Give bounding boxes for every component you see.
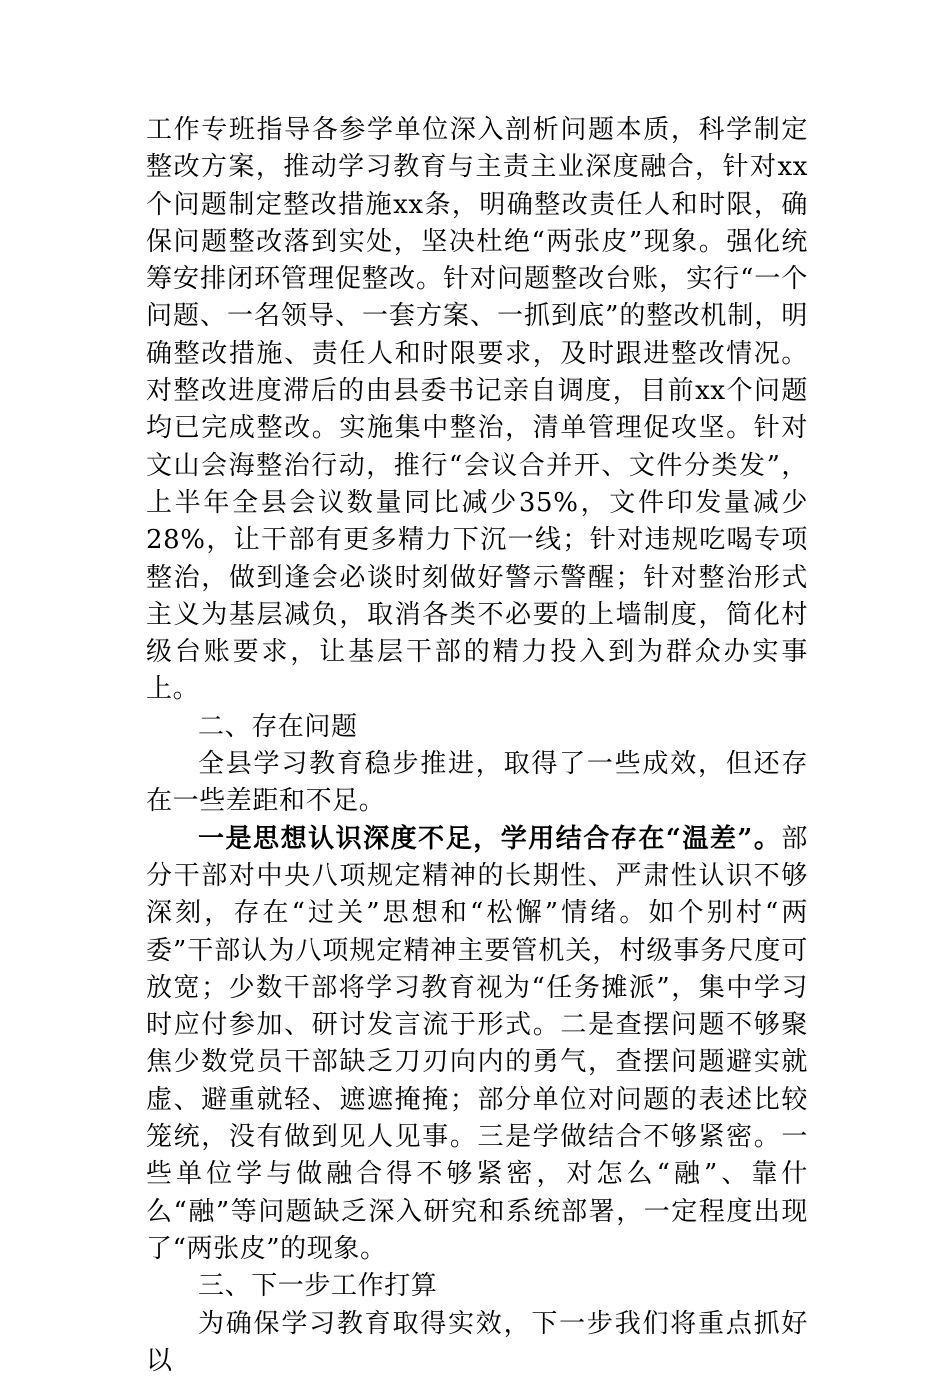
- paragraph-text: 部分干部对中央八项规定精神的长期性、严肃性认识不够深刻，存在“过关”思想和“松懈”情绪。如个别村“两委”干部认为八项规定精神主要管机关，村级事务尺度可放宽；少数干部将学习教育视为“任务摊派”，集中学习时应付参加、研讨发言流于形式。二是查摆问题不够聚焦少数党员干部缺乏刀刃向内的勇气，查摆问题避实就虚、避重就轻、遮遮掩掩；部分单位对问题的表述比较笼统，没有做到见人见事。三是学做结合不够紧密。一些单位学与做融合得不够紧密，对怎么“融”、靠什么“融”等问题缺乏深入研究和系统部署，一定程度出现了“两张皮”的现象。: [146, 824, 808, 1264]
- bold-lead-sentence: 一是思想认识深度不足，学用结合存在“温差”。: [198, 824, 781, 854]
- section-heading: 二、存在问题: [146, 709, 808, 746]
- section-heading: 三、下一步工作打算: [146, 1268, 808, 1305]
- body-paragraph: [146, 821, 808, 1269]
- document-body: [146, 112, 808, 1380]
- body-paragraph: 全县学习教育稳步推进，取得了一些成效，但还存在一些差距和不足。: [146, 746, 808, 821]
- body-paragraph: 为确保学习教育取得实效，下一步我们将重点抓好以: [146, 1306, 808, 1380]
- body-paragraph: 工作专班指导各参学单位深入剖析问题本质，科学制定整改方案，推动学习教育与主责主业深度融合，针对xx个问题制定整改措施xx条，明确整改责任人和时限，确保问题整改落到实处，坚决杜绝“两张皮”现象。强化统筹安排闭环管理促整改。针对问题整改台账，实行“一个问题、一名领导、一套方案、一抓到底”的整改机制，明确整改措施、责任人和时限要求，及时跟进整改情况。对整改进度滞后的由县委书记亲自调度，目前xx个问题均已完成整改。实施集中整治，清单管理促攻坚。针对文山会海整治行动，推行“会议合并开、文件分类发”，上半年全县会议数量同比减少35%，文件印发量减少28%，让干部有更多精力下沉一线；针对违规吃喝专项整治，做到逢会必谈时刻做好警示警醒；针对整治形式主义为基层减负，取消各类不必要的上墙制度，简化村级台账要求，让基层干部的精力投入到为群众办实事上。: [146, 112, 808, 709]
